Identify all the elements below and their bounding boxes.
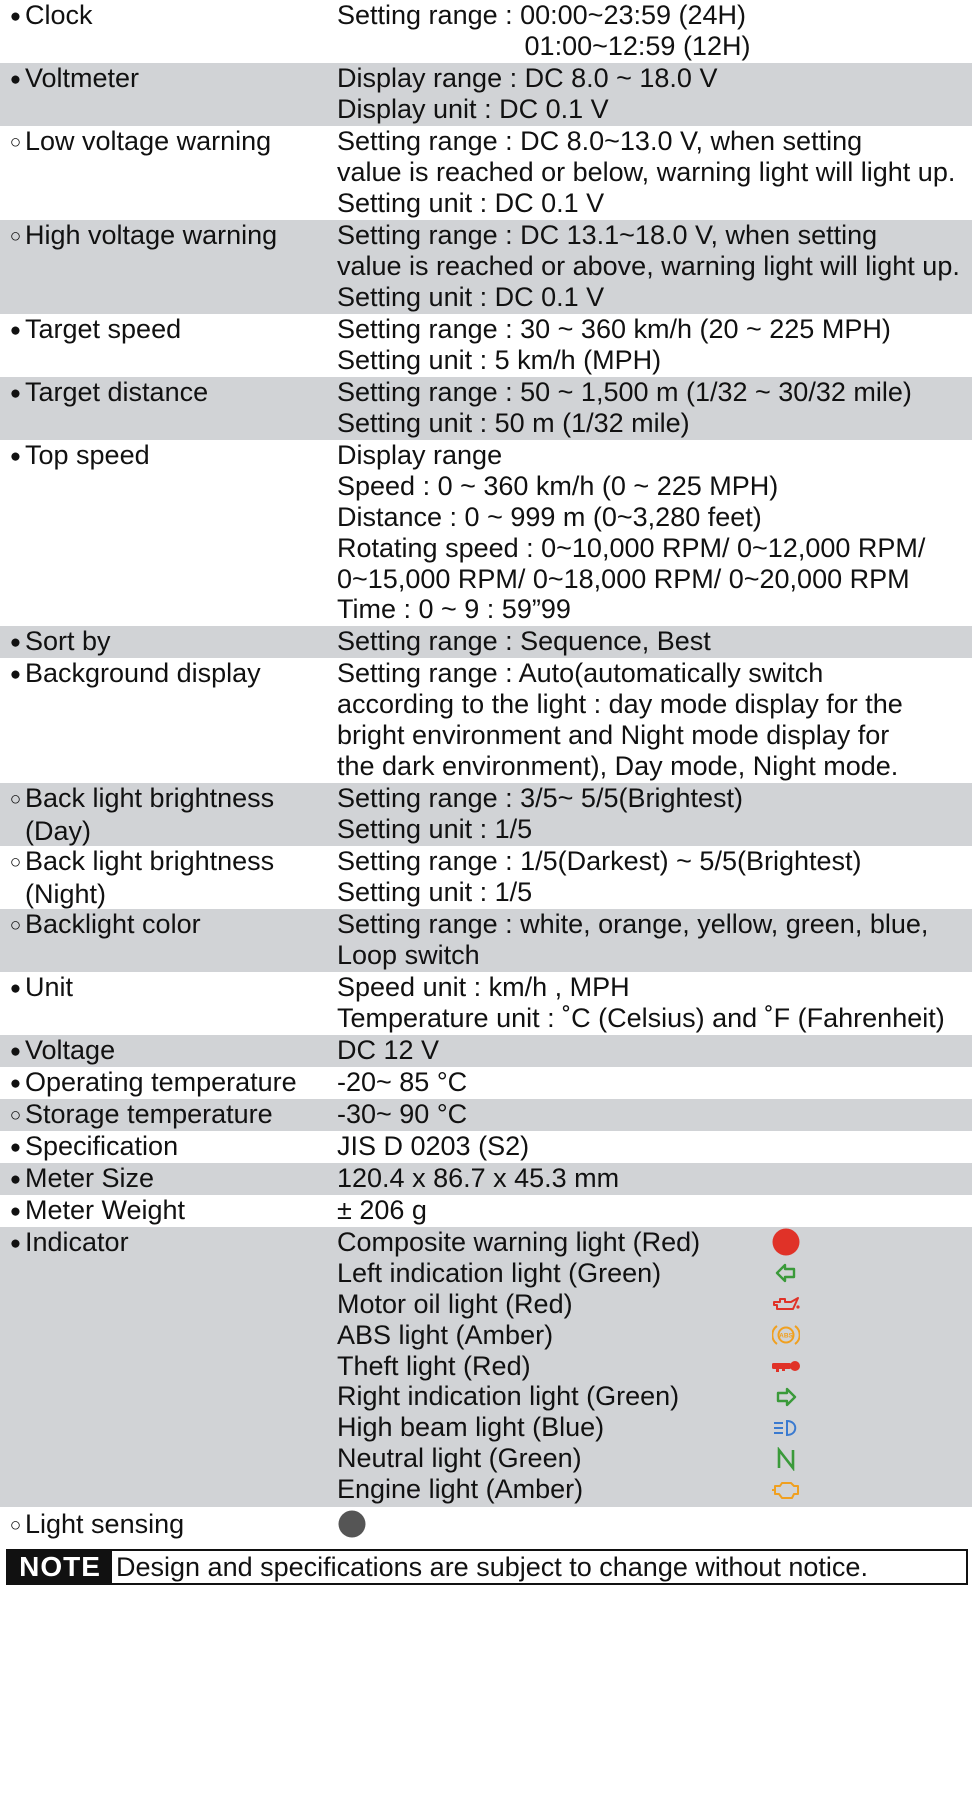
spec-label	[0, 220, 330, 253]
indicator-item-text: Right indication light (Green)	[337, 1381, 680, 1412]
spec-row-specification	[0, 1131, 972, 1163]
bullet-hollow-icon: ○	[9, 915, 22, 936]
spec-label	[0, 440, 330, 473]
spec-value-line: according to the light : day mode display for the	[337, 688, 903, 719]
spec-value-line: DC 12 V	[337, 1035, 440, 1065]
spec-value	[337, 783, 972, 845]
spec-value-line: Setting unit : 1/5	[337, 813, 533, 844]
bullet-hollow-icon: ○	[9, 226, 22, 247]
spec-label-text: Voltage	[25, 1035, 116, 1065]
bullet-hollow-icon: ○	[9, 1105, 22, 1126]
spec-value-line: value is reached or above, warning light will light up.	[337, 250, 960, 281]
spec-value-line: 01:00~12:59 (12H)	[337, 30, 751, 61]
bullet-filled-icon: ●	[9, 1169, 22, 1190]
spec-value	[337, 1131, 972, 1162]
bullet-hollow-icon: ○	[9, 789, 22, 810]
spec-label	[0, 909, 330, 942]
indicator-item	[337, 1227, 972, 1258]
indicator-item-text: Motor oil light (Red)	[337, 1288, 573, 1319]
spec-row-background-display	[0, 658, 972, 783]
spec-value-line: ± 206 g	[337, 1195, 427, 1225]
spec-value	[337, 440, 972, 625]
spec-value	[337, 0, 972, 62]
spec-value-line: Setting range : 00:00~23:59 (24H)	[337, 0, 747, 30]
bullet-filled-icon: ●	[9, 664, 22, 685]
svg-text:ABS: ABS	[779, 1332, 793, 1340]
indicator-item-text: Left indication light (Green)	[337, 1257, 662, 1288]
indicator-list	[337, 1227, 972, 1505]
spec-value	[337, 1099, 972, 1130]
indicator-item-text: Engine light (Amber)	[337, 1474, 584, 1505]
bullet-filled-icon: ●	[9, 1073, 22, 1094]
spec-label-text: Unit	[25, 972, 74, 1002]
spec-label	[0, 658, 330, 691]
engine-icon	[771, 1474, 801, 1505]
indicator-item	[337, 1412, 972, 1443]
bullet-filled-icon: ●	[9, 1233, 22, 1254]
spec-label-text: Clock	[25, 0, 93, 30]
spec-value-line: Setting range : 1/5(Darkest) ~ 5/5(Brightest)	[337, 846, 862, 876]
spec-value-line: Setting unit : DC 0.1 V	[337, 281, 605, 312]
bullet-filled-icon: ●	[9, 446, 22, 467]
spec-row-top-speed	[0, 440, 972, 626]
indicator-item	[337, 1258, 972, 1289]
spec-label	[0, 314, 330, 347]
spec-value-line: Setting unit : 5 km/h (MPH)	[337, 344, 662, 375]
spec-label-text: Back light brightness	[25, 846, 275, 876]
spec-value-line: Setting range : 50 ~ 1,500 m (1/32 ~ 30/32 mile)	[337, 377, 912, 407]
spec-value-line: Setting unit : 1/5	[337, 876, 533, 907]
spec-label	[0, 377, 330, 410]
bullet-filled-icon: ●	[9, 6, 22, 27]
spec-value-line: the dark environment), Day mode, Night mode.	[337, 750, 899, 781]
indicator-item	[337, 1474, 972, 1505]
bullet-filled-icon: ●	[9, 978, 22, 999]
spec-label	[0, 1227, 330, 1260]
note-text: Design and specifications are subject to change without notice.	[116, 1552, 868, 1582]
spec-label-text: Backlight color	[25, 909, 201, 939]
note-bar	[6, 1549, 968, 1585]
spec-value-line: Loop switch	[337, 939, 480, 970]
spec-value	[337, 377, 972, 439]
spec-row-operating-temperature	[0, 1067, 972, 1099]
spec-value	[337, 972, 972, 1034]
spec-row-low-voltage-warning	[0, 126, 972, 220]
spec-row-storage-temperature	[0, 1099, 972, 1131]
spec-label	[0, 1195, 330, 1228]
spec-label	[0, 1035, 330, 1068]
spec-label-text: (Night)	[25, 878, 107, 909]
spec-value-line: Rotating speed : 0~10,000 RPM/ 0~12,000 RPM/	[337, 532, 926, 563]
spec-label-text: Meter Size	[25, 1163, 155, 1193]
bullet-filled-icon: ●	[9, 69, 22, 90]
spec-value	[337, 846, 972, 908]
spec-label	[0, 1099, 330, 1132]
spec-value-line: Speed unit : km/h , MPH	[337, 972, 630, 1002]
high-beam-icon	[771, 1412, 801, 1443]
spec-value-line: -30~ 90 °C	[337, 1099, 468, 1129]
spec-value	[337, 314, 972, 376]
spec-value-line: value is reached or below, warning light will light up.	[337, 156, 956, 187]
spec-label-text: Sort by	[25, 626, 111, 656]
spec-value-line: Display range	[337, 440, 503, 470]
neutral-n-icon	[771, 1443, 801, 1474]
spec-label	[0, 626, 330, 659]
indicator-item	[337, 1381, 972, 1412]
spec-value-line: -20~ 85 °C	[337, 1067, 468, 1097]
spec-label-text: Specification	[25, 1131, 179, 1161]
spec-row-target-distance	[0, 377, 972, 440]
spec-value	[337, 1035, 972, 1066]
spec-value-line: bright environment and Night mode display for	[337, 719, 890, 750]
indicator-item	[337, 1289, 972, 1320]
spec-label	[0, 126, 330, 159]
spec-row-target-speed	[0, 314, 972, 377]
bullet-filled-icon: ●	[9, 1201, 22, 1222]
spec-label-text: Low voltage warning	[25, 126, 272, 156]
spec-label-text: High voltage warning	[25, 220, 278, 250]
spec-row-clock	[0, 0, 972, 63]
spec-value-line: Setting range : DC 13.1~18.0 V, when setting	[337, 220, 878, 250]
spec-row-back-light-brightness-day	[0, 783, 972, 846]
spec-label-text: Light sensing	[25, 1509, 185, 1539]
spec-row-voltmeter	[0, 63, 972, 126]
spec-value-line: 0~15,000 RPM/ 0~18,000 RPM/ 0~20,000 RPM	[337, 563, 910, 594]
spec-value-line: Time : 0 ~ 9 : 59”99	[337, 594, 571, 625]
spec-value-line: Setting unit : 50 m (1/32 mile)	[337, 407, 690, 438]
indicator-item-text: ABS light (Amber)	[337, 1319, 554, 1350]
spec-label	[0, 0, 330, 33]
spec-value-line: Setting range : 30 ~ 360 km/h (20 ~ 225 MPH)	[337, 314, 891, 344]
spec-value-line: Display unit : DC 0.1 V	[337, 93, 609, 124]
spec-value	[337, 909, 972, 971]
spec-label-text: (Day)	[25, 815, 91, 846]
spec-value-line: 120.4 x 86.7 x 45.3 mm	[337, 1163, 620, 1193]
spec-value	[337, 1067, 972, 1098]
spec-label-text: Indicator	[25, 1227, 129, 1257]
spec-label-text: Background display	[25, 658, 261, 688]
spec-value-line: JIS D 0203 (S2)	[337, 1131, 530, 1161]
spec-label-text: Back light brightness	[25, 783, 275, 813]
note-badge: NOTE	[8, 1551, 112, 1583]
spec-value	[337, 658, 972, 782]
bullet-hollow-icon: ○	[9, 1515, 22, 1536]
indicator-item	[337, 1351, 972, 1382]
bullet-hollow-icon: ○	[9, 132, 22, 153]
spec-value	[337, 220, 972, 313]
spec-value-line: Distance : 0 ~ 999 m (0~3,280 feet)	[337, 501, 762, 532]
spec-row-meter-size	[0, 1163, 972, 1195]
bullet-filled-icon: ●	[9, 632, 22, 653]
spec-value	[337, 626, 972, 657]
spec-row-backlight-color	[0, 909, 972, 972]
spec-row-sort-by	[0, 626, 972, 658]
spec-label	[0, 1507, 330, 1543]
bullet-filled-icon: ●	[9, 383, 22, 404]
bullet-filled-icon: ●	[9, 1041, 22, 1062]
spec-value	[337, 1163, 972, 1194]
spec-row-meter-weight	[0, 1195, 972, 1227]
indicator-item	[337, 1443, 972, 1474]
spec-label-text: Meter Weight	[25, 1195, 186, 1225]
spec-value	[337, 126, 972, 219]
spec-label-text: Operating temperature	[25, 1067, 297, 1097]
spec-row-voltage	[0, 1035, 972, 1067]
right-arrow-icon	[771, 1381, 801, 1412]
spec-value-line: Setting range : Auto(automatically switch	[337, 658, 824, 688]
spec-value-line: Setting range : 3/5~ 5/5(Brightest)	[337, 783, 743, 813]
spec-label	[0, 1163, 330, 1196]
spec-label	[0, 63, 330, 96]
spec-row-light-sensing	[0, 1507, 972, 1541]
spec-label-text: Voltmeter	[25, 63, 140, 93]
oil-can-icon	[771, 1289, 801, 1320]
indicator-item-text: Composite warning light (Red)	[337, 1227, 701, 1257]
bullet-filled-icon: ●	[9, 1137, 22, 1158]
key-icon	[771, 1351, 801, 1382]
indicator-item-text: High beam light (Blue)	[337, 1412, 605, 1443]
spec-row-indicator	[0, 1227, 972, 1507]
bullet-filled-icon: ●	[9, 320, 22, 341]
indicator-item-text: Neutral light (Green)	[337, 1443, 582, 1474]
light-sensor-icon	[337, 1509, 367, 1539]
spec-row-unit	[0, 972, 972, 1035]
bullet-hollow-icon: ○	[9, 852, 22, 873]
indicator-item	[337, 1320, 972, 1351]
spec-value-line: Setting unit : DC 0.1 V	[337, 187, 605, 218]
left-arrow-icon	[771, 1258, 801, 1289]
spec-value-line: Speed : 0 ~ 360 km/h (0 ~ 225 MPH)	[337, 470, 779, 501]
spec-label-text: Top speed	[25, 440, 150, 470]
spec-label	[0, 1131, 330, 1164]
abs-icon	[771, 1320, 801, 1351]
spec-value-line: Setting range : DC 8.0~13.0 V, when setting	[337, 126, 863, 156]
spec-label	[0, 1067, 330, 1100]
spec-label	[0, 783, 330, 847]
spec-value-line: Setting range : white, orange, yellow, green, blue,	[337, 909, 929, 939]
spec-value-line: Setting range : Sequence, Best	[337, 626, 711, 656]
spec-value-line: Temperature unit : ˚C (Celsius) and ˚F (Fahrenheit)	[337, 1002, 945, 1033]
spec-value-line: Display range : DC 8.0 ~ 18.0 V	[337, 63, 718, 93]
spec-value	[337, 1195, 972, 1226]
spec-row-high-voltage-warning	[0, 220, 972, 314]
spec-value	[337, 63, 972, 125]
spec-label-text: Storage temperature	[25, 1099, 273, 1129]
spec-label	[0, 972, 330, 1005]
spec-label-text: Target speed	[25, 314, 182, 344]
spec-row-back-light-brightness-night	[0, 846, 972, 909]
composite-warning-icon	[771, 1227, 801, 1258]
spec-label-text: Target distance	[25, 377, 209, 407]
spec-label	[0, 846, 330, 910]
indicator-item-text: Theft light (Red)	[337, 1350, 531, 1381]
